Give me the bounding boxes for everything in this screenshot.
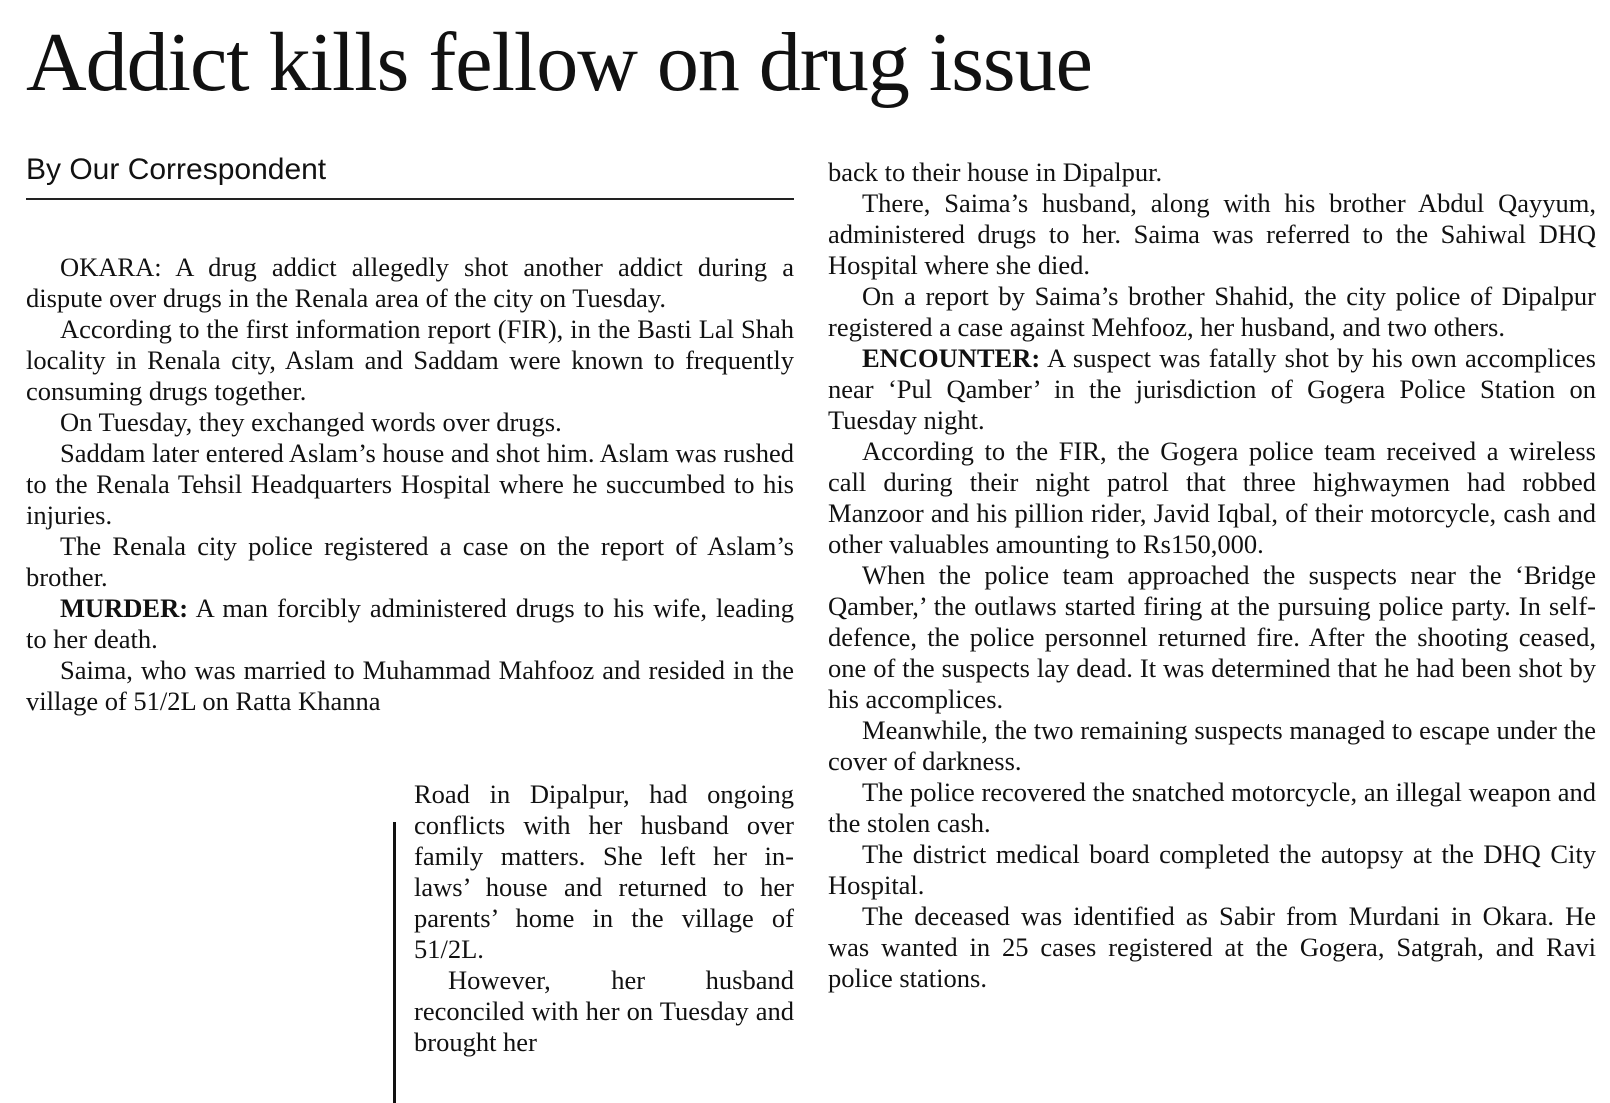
column-2: [828, 157, 1596, 994]
paragraph: The deceased was identified as Sabir from Murdani in Okara. He was wanted in 25 cases registered at the Gogera, Satgrah, and Ravi police stations.: [828, 901, 1596, 993]
subhead-encounter: ENCOUNTER:: [862, 343, 1041, 373]
paragraph: On Tuesday, they exchanged words over drugs.: [60, 407, 562, 437]
byline: By Our Correspondent: [26, 150, 794, 200]
column-1: [26, 252, 794, 717]
paragraph: On a report by Saima’s brother Shahid, the city police of Dipalpur registered a case against Mehfooz, her husband, and two others.: [828, 281, 1596, 342]
paragraph: Road in Dipalpur, had ongoing conflicts with her husband over family matters. She left her in-laws’ house and returned to her parents’ home in the village of 51/2L.: [414, 779, 794, 964]
paragraph: However, her husband reconciled with her on Tuesday and brought her: [414, 965, 794, 1057]
subhead-murder: MURDER:: [60, 593, 189, 623]
column-rule: [393, 822, 396, 1103]
paragraph-encounter: [828, 343, 1596, 436]
paragraph: There, Saima’s husband, along with his brother Abdul Qayyum, administered drugs to her. Saima was referred to the Sahiwal DHQ Hospital where she died.: [828, 188, 1596, 280]
paragraph: When the police team approached the suspects near the ‘Bridge Qamber,’ the outlaws started firing at the pursuing police party. In self-defence, the police personnel returned fire. After the shooting ceased, one of the suspects lay dead. It was determined that he had been shot by his accomplices.: [828, 560, 1596, 714]
paragraph: OKARA: A drug addict allegedly shot another addict during a dispute over drugs in the Renala area of the city on Tuesday.: [26, 252, 794, 313]
paragraph: According to the first information report (FIR), in the Basti Lal Shah locality in Renala city, Aslam and Saddam were known to frequently consuming drugs together.: [26, 314, 794, 406]
paragraph: back to their house in Dipalpur.: [828, 157, 1163, 187]
column-1-continued: [414, 779, 794, 1058]
headline: Addict kills fellow on drug issue: [26, 16, 1092, 109]
paragraph: According to the FIR, the Gogera police team received a wireless call during their night patrol that three highwaymen had robbed Manzoor and his pillion rider, Javid Iqbal, of their motorcycle, cash and other valuables amounting to Rs150,000.: [828, 436, 1596, 559]
paragraph: Saima, who was married to Muhammad Mahfooz and resided in the village of 51/2L on Ratta Khanna: [26, 655, 794, 716]
paragraph: Meanwhile, the two remaining suspects managed to escape under the cover of darkness.: [828, 715, 1596, 776]
paragraph-murder: [26, 593, 794, 655]
paragraph-text: A suspect was fatally shot by his own accomplices near ‘Pul Qamber’ in the jurisdiction of Gogera Police Station on Tuesday night.: [828, 343, 1596, 435]
paragraph: The district medical board completed the autopsy at the DHQ City Hospital.: [828, 839, 1596, 900]
paragraph: Saddam later entered Aslam’s house and shot him. Aslam was rushed to the Renala Tehsil Headquarters Hospital where he succumbed to his injuries.: [26, 438, 794, 530]
paragraph-text: A man forcibly administered drugs to his wife, leading to her death.: [26, 593, 794, 654]
paragraph: The Renala city police registered a case on the report of Aslam’s brother.: [26, 531, 794, 592]
paragraph: The police recovered the snatched motorcycle, an illegal weapon and the stolen cash.: [828, 777, 1596, 838]
